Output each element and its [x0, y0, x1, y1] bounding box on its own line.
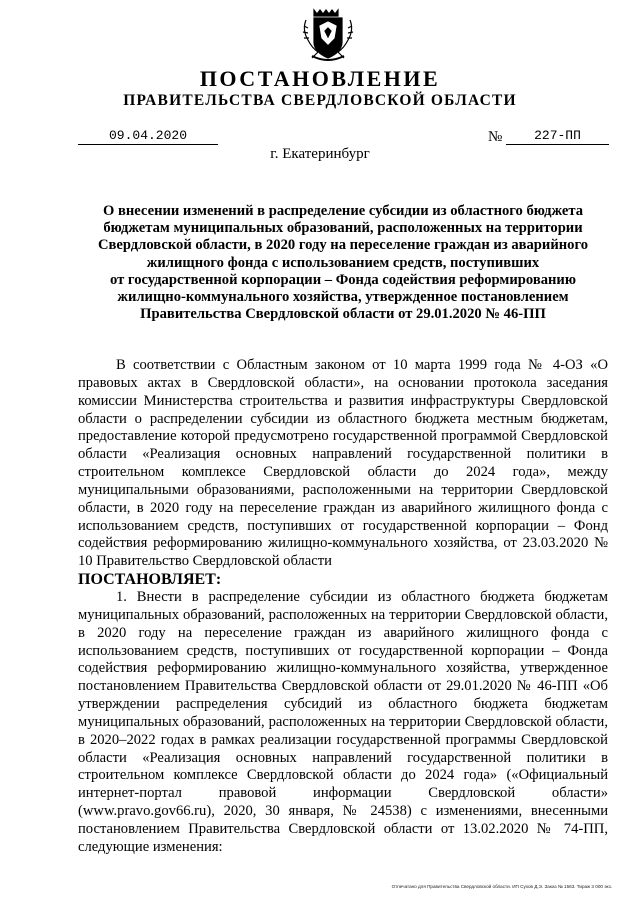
document-issuer: ПРАВИТЕЛЬСТВА СВЕРДЛОВСКОЙ ОБЛАСТИ — [123, 92, 517, 109]
number-label: № — [488, 129, 503, 145]
heading-line: бюджетам муниципальных образований, расположенных на территории — [103, 220, 583, 237]
document-body — [78, 357, 608, 857]
heading-line: жилищно-коммунального хозяйства, утвержденное постановлением — [117, 289, 569, 306]
heading-line: Свердловской области, в 2020 году на переселение граждан из аварийного — [97, 237, 589, 254]
heading-line: Правительства Свердловской области от 29.01.2020 № 46-ПП — [140, 306, 546, 323]
document-heading — [78, 203, 608, 323]
print-footer: Отпечатано для Правительства Свердловской области. ИП Сухов Д.Э. Заказ № 1563. Тираж 3 000 экз. — [391, 884, 612, 889]
preamble-paragraph: В соответствии с Областным законом от 10 марта 1999 года № 4-ОЗ «О правовых актах в Свердловской области», на основании протокола заседания комиссии Министерства строительства и развития инфраструктуры Свердловской области о распределении субсидии из областного бюджета местным бюджетам, предоставление которой предусмотрено государственной программой Свердловской области «Реализация основных направлений государственной политики в строительном комплексе Свердловской области до 2024 года», между муниципальными образованиями, расположенными на территории Свердловской области, в 2020 году на переселение граждан из аварийного жилищного фонда с использованием средств, поступивших от государственной корпорации – Фонд содействия реформированию жилищно-коммунального хозяйства, от 23.03.2020 № 10 Правительство Свердловской области — [78, 357, 608, 570]
item-1-paragraph: 1. Внести в распределение субсидии из областного бюджета бюджетам муниципальных образований, расположенных на территории Свердловской области, в 2020 году на переселение граждан из аварийного жилищного фонда с использованием средств, поступивших от государственной корпорации – Фонда содействия реформированию жилищно-коммунального хозяйства, утвержденное постановлением Правительства Свердловской области от 29.01.2020 № 46-ПП «Об утверждении распределения субсидий из областного бюджета бюджетам муниципальных образований, расположенных на территории Свердловской области, в 2020–2022 годах в рамках реализации государственной программы Свердловской области «Реализация основных направлений государственной политики в строительном комплексе Свердловской области до 2024 года» («Официальный интернет-портал правовой информации Свердловской области» (www.pravo.gov66.ru), 2020, 30 января, № 24538) с изменениями, внесенными постановлением Правительства Свердловской области от 13.02.2020 № 74-ПП, следующие изменения: — [78, 588, 608, 855]
document-city: г. Екатеринбург — [270, 146, 370, 162]
coat-of-arms-icon — [300, 6, 356, 64]
heading-line: жилищного фонда с использованием средств, поступивших — [146, 254, 540, 271]
decree-word: ПОСТАНОВЛЯЕТ: — [78, 571, 222, 589]
heading-line: О внесении изменений в распределение субсидии из областного бюджета — [102, 203, 584, 219]
document-date: 09.04.2020 — [78, 128, 218, 145]
document-number: 227-ПП — [506, 128, 609, 145]
heading-line: от государственной корпорации – Фонда содействия реформированию — [110, 271, 576, 288]
document-title: ПОСТАНОВЛЕНИЕ — [199, 66, 441, 91]
